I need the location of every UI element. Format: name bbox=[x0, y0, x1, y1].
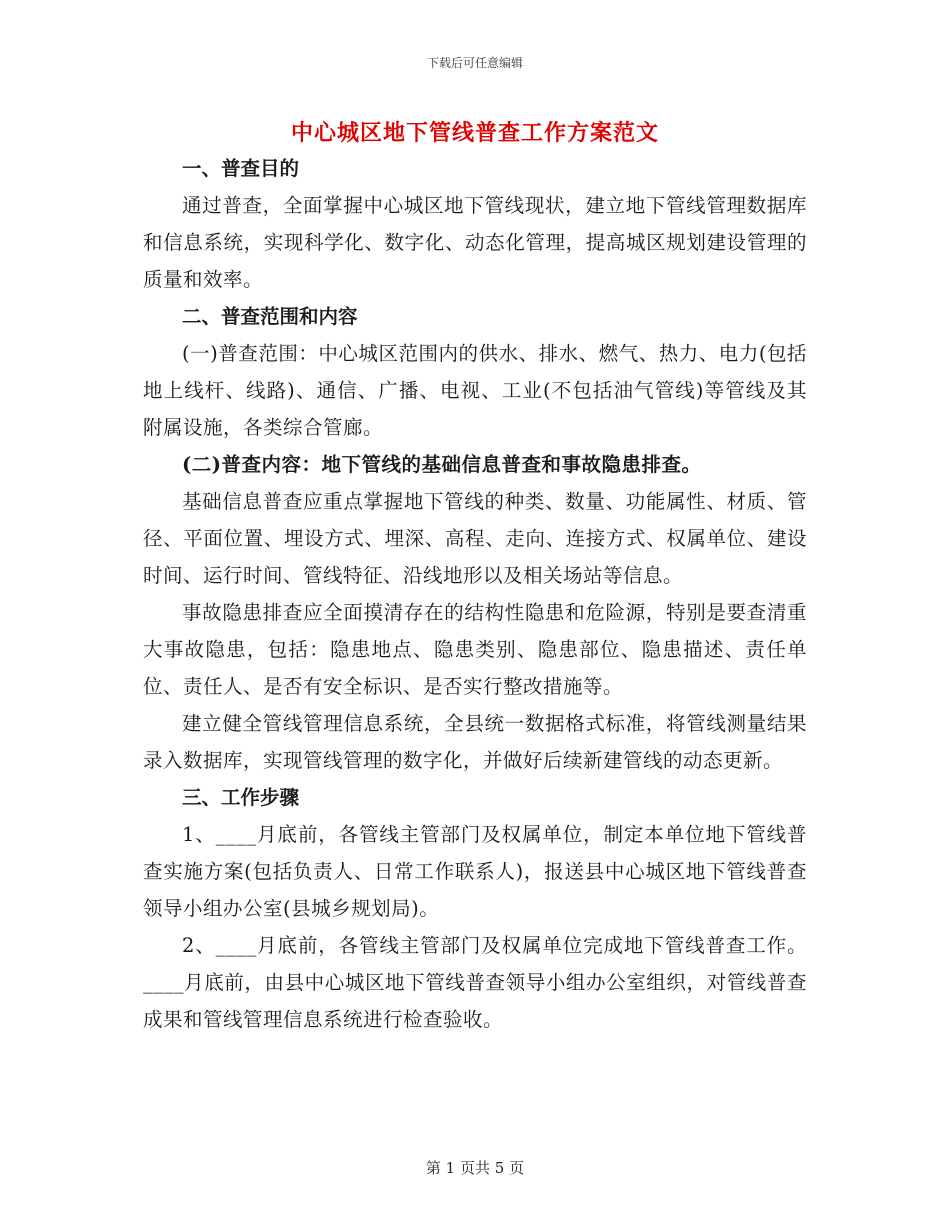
paragraph: 1、____月底前，各管线主管部门及权属单位，制定本单位地下管线普查实施方案(包括负责人、日常工作联系人)，报送县中心城区地下管线普查领导小组办公室(县城乡规划局)。 bbox=[143, 823, 807, 920]
document-body bbox=[143, 150, 807, 1038]
paragraph: 基础信息普查应重点掌握地下管线的种类、数量、功能属性、材质、管径、平面位置、埋设方式、埋深、高程、走向、连接方式、权属单位、建设时间、运行时间、管线特征、沿线地形以及相关场站等信息。 bbox=[143, 490, 807, 587]
paragraph: (一)普查范围：中心城区范围内的供水、排水、燃气、热力、电力(包括地上线杆、线路)、通信、广播、电视、工业(不包括油气管线)等管线及其附属设施，各类综合管廊。 bbox=[143, 342, 807, 439]
section-heading-steps: 三、工作步骤 bbox=[182, 786, 300, 809]
paragraph-bold: (二)普查内容：地下管线的基础信息普查和事故隐患排查。 bbox=[182, 453, 702, 476]
header-note: 下载后可任意编辑 bbox=[426, 56, 523, 70]
paragraph: 建立健全管线管理信息系统，全县统一数据格式标准，将管线测量结果录入数据库，实现管线管理的数字化，并做好后续新建管线的动态更新。 bbox=[143, 712, 807, 772]
paragraph: 通过普查，全面掌握中心城区地下管线现状，建立地下管线管理数据库和信息系统，实现科学化、数字化、动态化管理，提高城区规划建设管理的质量和效率。 bbox=[143, 194, 807, 291]
page-footer: 第 1 页共 5 页 bbox=[425, 1159, 525, 1177]
document-title: 中心城区地下管线普查工作方案范文 bbox=[290, 120, 659, 146]
paragraph: 事故隐患排查应全面摸清存在的结构性隐患和危险源，特别是要查清重大事故隐患，包括：隐患地点、隐患类别、隐患部位、隐患描述、责任单位、责任人、是否有安全标识、是否实行整改措施等。 bbox=[143, 601, 807, 698]
section-heading-purpose: 一、普查目的 bbox=[182, 157, 300, 180]
paragraph: 2、____月底前，各管线主管部门及权属单位完成地下管线普查工作。____月底前，由县中心城区地下管线普查领导小组办公室组织，对管线普查成果和管线管理信息系统进行检查验收。 bbox=[143, 934, 807, 1031]
section-heading-scope: 二、普查范围和内容 bbox=[182, 305, 358, 328]
